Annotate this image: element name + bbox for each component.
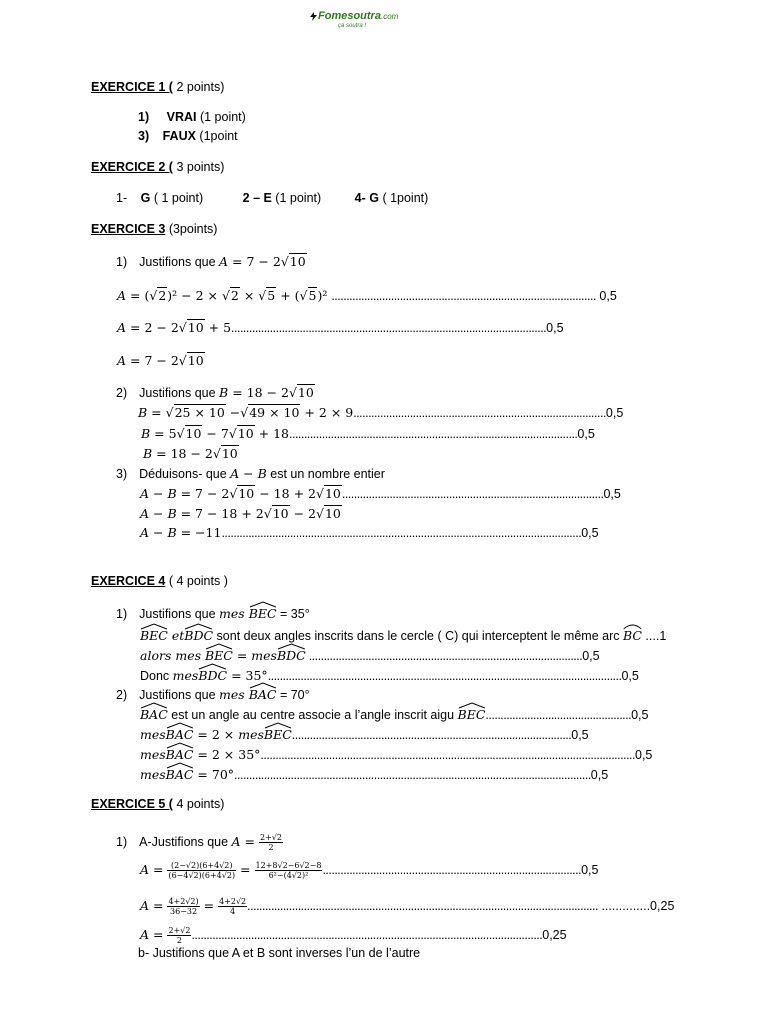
- ex5-step-2: A = $\frac{4+2√2)}{36-32}$ = $\frac{4+2√2}{4}$ ...................................................................................................................... ..............0,25: [140, 897, 675, 916]
- exercise-4-title: EXERCICE 4: [91, 574, 166, 588]
- answer-false: FAUX: [162, 129, 196, 143]
- angle-value: = 35°: [276, 607, 310, 621]
- question-text: Justifions que: [139, 386, 220, 400]
- score: 0,5: [571, 728, 589, 742]
- score: 0,5: [582, 649, 600, 663]
- ex4-line-5: mesBAC = 2 × mesBEC ..............................................................................................0,5: [140, 727, 589, 743]
- ex3-step-7: A − B = 7 − 2√10 − 18 + 2√10........................................................................................0,5: [140, 486, 621, 501]
- ex4-line-7: mesBAC = 70°........................................................................................................................0,5: [140, 767, 608, 783]
- item-number: 1): [116, 255, 128, 269]
- score: 0,5: [635, 748, 653, 762]
- score: ....1: [641, 629, 667, 643]
- exercise-2-title: EXERCICE 2 (: [91, 160, 173, 174]
- points-note: (1 point): [271, 191, 322, 205]
- dot-leader: .........................................................................................................................: [221, 526, 582, 540]
- ex4-line-4: BAC est un angle au centre associe a l’angle inscrit aigu BEC .................................................0,5: [140, 707, 649, 723]
- ex4-question-1: 1) Justifions que mes BEC = 35°: [116, 606, 310, 622]
- points-note: ( 1point): [378, 191, 429, 205]
- dot-leader: .........................................................................................: [331, 289, 596, 303]
- points-note: (1point: [195, 129, 238, 143]
- ex4-line-2: alors mes BEC = mesBDC ............................................................................................0,5: [140, 648, 600, 664]
- lightning-icon: [310, 12, 317, 21]
- ex4-line-1: BEC etBDC sont deux angles inscrits dans le cercle ( C) qui interceptent le même arc BC ....1: [140, 628, 666, 644]
- dot-leader: ......................................................................................................................: [247, 898, 598, 913]
- line-text: sont deux angles inscrits dans le cercle ( C) qui interceptent le même arc: [213, 629, 623, 643]
- exercise-5-heading: [91, 797, 224, 812]
- points-note: ( 1 point): [150, 191, 204, 205]
- ex2-answers: [116, 191, 428, 206]
- ex1-answer-1: [138, 110, 246, 125]
- exercise-4-points: ( 4 points ): [165, 574, 228, 588]
- question-text: A-Justifions que: [139, 834, 232, 849]
- ex5-part-b: b- Justifions que A et B sont inverses l’un de l’autre: [138, 946, 421, 960]
- ex1-answer-2: [138, 129, 238, 144]
- answer-3: 4- G: [354, 191, 379, 205]
- question-text: Justifions que: [139, 607, 220, 621]
- item-number: 1-: [116, 191, 128, 205]
- exercise-1-heading: [91, 80, 224, 95]
- item-number: 2): [116, 688, 128, 702]
- score: ..............0,25: [597, 898, 675, 913]
- exercise-3-heading: [91, 222, 217, 237]
- exercise-4-heading: [91, 574, 228, 589]
- exercise-2-points: 3 points): [172, 160, 225, 174]
- item-number: 1): [138, 110, 150, 124]
- ex5-question-1: 1) A-Justifions que A = $\frac{2+√2}{2}$: [116, 833, 282, 852]
- score: 0,5: [603, 487, 621, 501]
- ex3-step-9: A − B = −11.........................................................................................................................0,5: [140, 525, 599, 540]
- exercise-1-title: EXERCICE 1 (: [91, 80, 173, 94]
- item-number: 3): [138, 129, 150, 143]
- dot-leader: ............................................................................................: [305, 649, 583, 663]
- ex3-question-1: 1) Justifions que A = 7 − 2√10: [116, 254, 306, 269]
- score: 0,5: [621, 669, 639, 683]
- score: 0,5: [605, 406, 624, 420]
- answer-1: G: [140, 191, 151, 205]
- ex5-step-3: A = $\frac{2+√2}{2}$ ......................................................................................................................0,25: [140, 926, 567, 945]
- item-number: 1): [116, 834, 128, 849]
- item-number: 2): [116, 386, 128, 400]
- line-text: Donc: [140, 669, 173, 683]
- ex3-step-2: A = 2 − 2√10 + 5..........................................................................................................0,5: [117, 320, 564, 335]
- ex3-step-1: A = (√2)² − 2 × √2 × √5 + (√5)² ......................................................................................... 0,5: [117, 288, 617, 303]
- ex4-line-6: mesBAC = 2 × 35°..............................................................................................................................0,5: [140, 747, 652, 763]
- dot-leader: .................................................................................................: [289, 427, 578, 441]
- dot-leader: .......................................................................................: [322, 862, 582, 877]
- score: 0,5: [577, 427, 595, 441]
- ex3-step-8: A − B = 7 − 18 + 2√10 − 2√10: [140, 506, 341, 521]
- score: 0,5: [590, 768, 609, 782]
- exercise-3-points: (3points): [165, 222, 218, 236]
- ex4-question-2: 2) Justifions que mes BAC = 70°: [116, 687, 310, 703]
- dot-leader: ..............................................................................................................................: [260, 748, 635, 762]
- question-text: Justifions que: [139, 255, 220, 269]
- ex5-step-1: A = $\frac{(2-√2)(6+4√2)}{(6-4√2)(6+4√2)}$ = $\frac{12+8√2-6√2-8}{\text{6²−(4√2)²}}$ .......................................................................................0,5: [140, 861, 599, 880]
- angle-value: = 70°: [276, 688, 310, 702]
- dot-leader: ..............................................................................................: [291, 728, 572, 742]
- ex3-step-4: B = √25 × 10 −√49 × 10 + 2 × 9.....................................................................................0,5: [138, 405, 624, 420]
- item-number: 1): [116, 607, 128, 621]
- ex3-question-2: 2) Justifions que B = 18 − 2√10: [116, 385, 314, 400]
- exercise-3-title: EXERCICE 3: [91, 222, 166, 236]
- dot-leader: ........................................................................................................................: [234, 768, 591, 782]
- dot-leader: .......................................................................................................................: [267, 669, 622, 683]
- score: 0,5: [581, 862, 599, 877]
- exercise-1-points: 2 points): [172, 80, 225, 94]
- answer-true: VRAI: [166, 110, 197, 124]
- question-text: Justifions que: [139, 688, 220, 702]
- exercise-5-title: EXERCICE 5 (: [91, 797, 173, 811]
- score: 0,5: [546, 321, 564, 335]
- ex3-question-3: 3) Déduisons- que A − B est un nombre entier: [116, 466, 385, 481]
- logo-brand: Fomesoutra.com: [318, 10, 399, 22]
- ex3-step-3: A = 7 − 2√10: [117, 353, 204, 368]
- dot-leader: ........................................................................................: [341, 487, 604, 501]
- score: 0,5: [595, 289, 617, 303]
- item-number: 3): [116, 467, 128, 481]
- points-note: (1 point): [196, 110, 246, 124]
- question-text: Déduisons- que: [139, 467, 231, 481]
- score: 0,25: [542, 927, 567, 942]
- line-text: est un angle au centre associe a l’angle inscrit aigu: [167, 708, 458, 722]
- exercise-5-points: 4 points): [172, 797, 225, 811]
- ex3-step-6: B = 18 − 2√10: [143, 446, 238, 461]
- ex4-line-3: Donc mesBDC = 35°.......................................................................................................................0,5: [140, 668, 639, 684]
- dot-leader: .....................................................................................: [353, 406, 606, 420]
- dot-leader: ......................................................................................................................: [191, 927, 543, 942]
- score: 0,5: [581, 526, 599, 540]
- dot-leader: .................................................: [485, 708, 632, 722]
- site-logo: [310, 10, 402, 32]
- answer-2: 2 – E: [242, 191, 272, 205]
- exercise-2-heading: [91, 160, 224, 175]
- logo-tagline: ça soutra !: [338, 23, 367, 29]
- dot-leader: ..........................................................................................................: [231, 321, 547, 335]
- score: 0,5: [631, 708, 649, 722]
- ex3-step-5: B = 5√10 − 7√10 + 18.................................................................................................0,5: [141, 426, 595, 441]
- question-text-end: est un nombre entier: [266, 467, 385, 481]
